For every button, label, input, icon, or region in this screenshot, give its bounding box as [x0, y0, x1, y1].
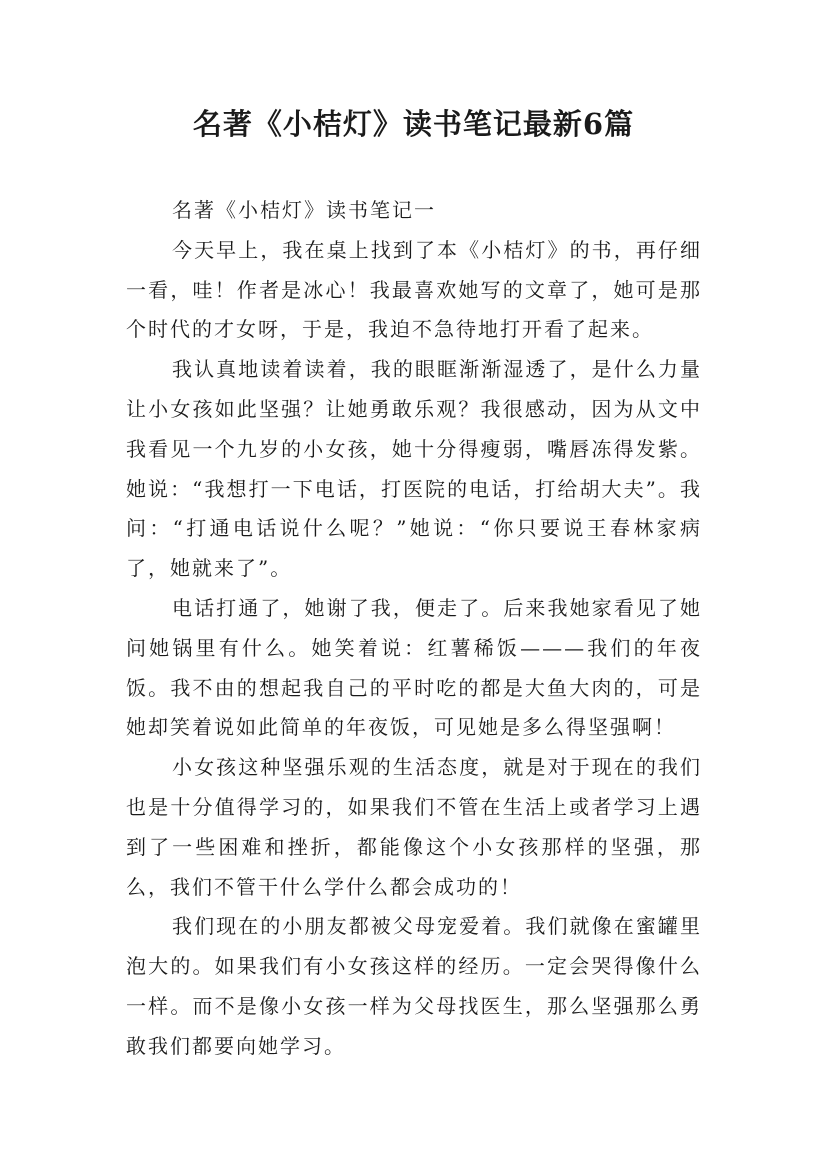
- paragraph-1: 今天早上，我在桌上找到了本《小桔灯》的书，再仔细一看，哇！作者是冰心！我最喜欢她写的文章了，她可是那个时代的才女呀，于是，我迫不急待地打开看了起来。: [126, 237, 702, 342]
- paragraph-3: 电话打通了，她谢了我，便走了。后来我她家看见了她问她锅里有什么。她笑着说：红薯稀饭———我们的年夜饭。我不由的想起我自己的平时吃的都是大鱼大肉的，可是她却笑着说如此简单的年夜饭，可见她是多么得坚强啊！: [126, 595, 702, 740]
- paragraph-5: 我们现在的小朋友都被父母宠爱着。我们就像在蜜罐里泡大的。如果我们有小女孩这样的经历。一定会哭得像什么一样。而不是像小女孩一样为父母找医生，那么坚强那么勇敢我们都要向她学习。: [126, 914, 702, 1058]
- paragraph-2: 我认真地读着读着，我的眼眶渐渐湿透了，是什么力量让小女孩如此坚强？让她勇敢乐观？我很感动，因为从文中我看见一个九岁的小女孩，她十分得瘦弱，嘴唇冻得发紫。她说：“我想打一下电话，打医院的电话，打给胡大夫”。我问：“打通电话说什么呢？”她说：“你只要说王春林家病了，她就来了”。: [126, 357, 702, 581]
- section-heading: 名著《小桔灯》读书笔记一: [172, 198, 436, 222]
- paragraph-4: 小女孩这种坚强乐观的生活态度，就是对于现在的我们也是十分值得学习的，如果我们不管在生活上或者学习上遇到了一些困难和挫折，都能像这个小女孩那样的坚强，那么，我们不管干什么学什么都会成功的！: [126, 755, 702, 899]
- document-body: [126, 191, 702, 1067]
- document-title: 名著《小桔灯》读书笔记最新6篇: [192, 107, 635, 141]
